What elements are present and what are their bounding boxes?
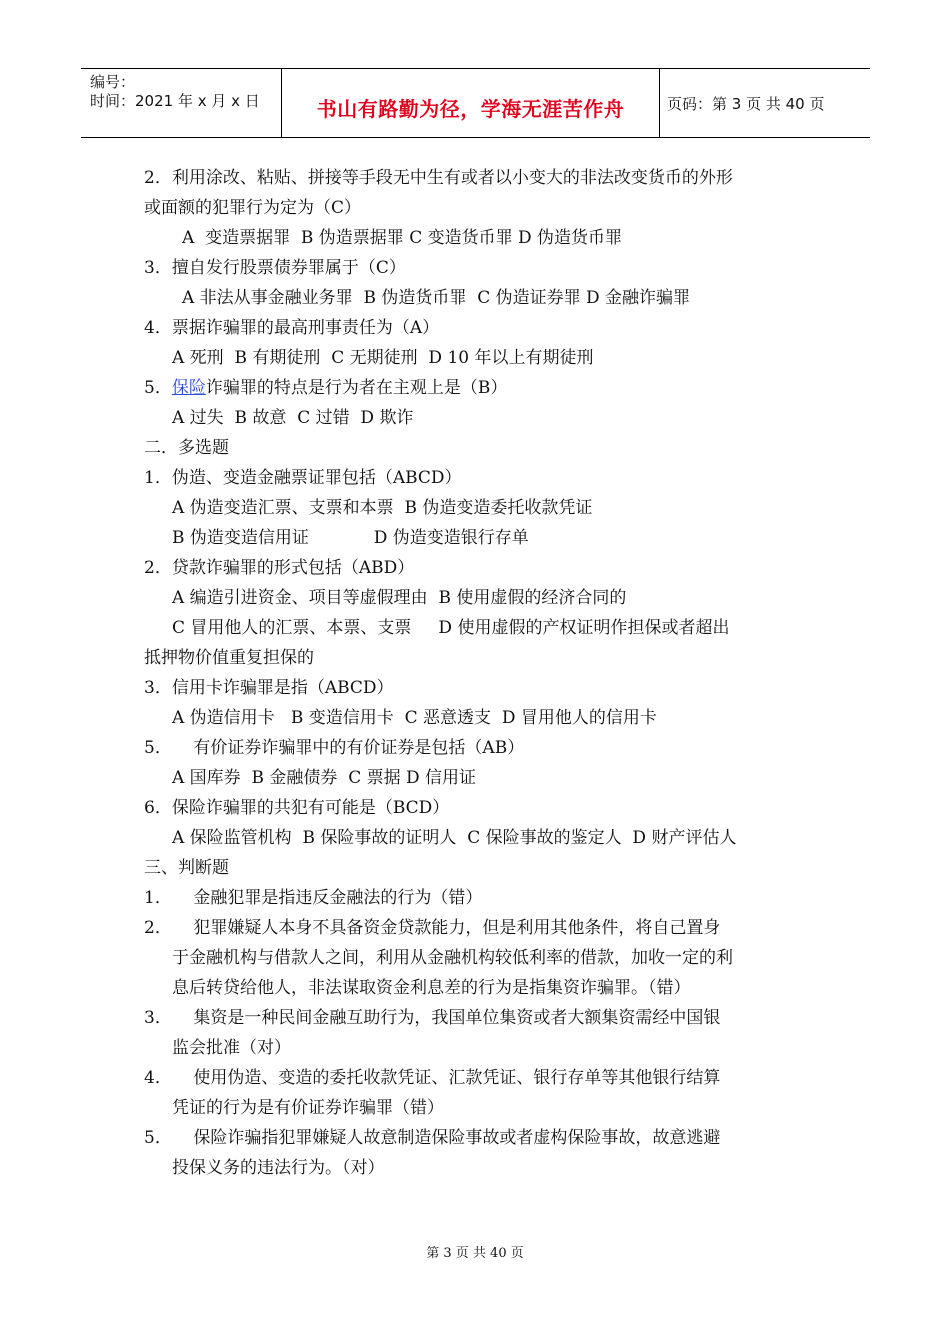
question-text: 诈骗罪的特点是行为者在主观上是（B）: [205, 378, 508, 398]
options-line: A 保险监管机构 B 保险事故的证明人 C 保险事故的鉴定人 D 财产评估人: [172, 828, 737, 848]
header-page-cell: [659, 69, 870, 137]
question-line: 1．伪造、变造金融票证罪包括（ABCD）: [144, 468, 462, 488]
judgment-line: 于金融机构与借款人之间，利用从金融机构较低利率的借款，加收一定的利: [172, 948, 733, 968]
header-motto-cell: [281, 69, 660, 137]
section-heading: 二．多选题: [144, 438, 229, 458]
section-heading: 三、判断题: [144, 858, 229, 878]
document-header: [81, 68, 870, 138]
question-number: 5．: [144, 378, 172, 398]
judgment-line: 投保义务的违法行为。（对）: [172, 1158, 385, 1178]
options-line: A 变造票据罪 B 伪造票据罪 C 变造货币罪 D 伪造货币罪: [182, 228, 623, 248]
options-line: 抵押物价值重复担保的: [144, 648, 314, 668]
page-footer: 第 3 页 共 40 页: [426, 1246, 524, 1261]
options-line: A 伪造变造汇票、支票和本票 B 伪造变造委托收款凭证: [172, 498, 593, 518]
judgment-line: 5． 保险诈骗指犯罪嫌疑人故意制造保险事故或者虚构保险事故，故意逃避: [144, 1128, 721, 1148]
judgment-line: 监会批准（对）: [172, 1038, 291, 1058]
insurance-link[interactable]: 保险: [171, 378, 206, 398]
options-line: A 非法从事金融业务罪 B 伪造货币罪 C 伪造证券罪 D 金融诈骗罪: [182, 288, 691, 308]
question-line: 2．贷款诈骗罪的形式包括（ABD）: [144, 558, 415, 578]
judgment-line: 1． 金融犯罪是指违反金融法的行为（错）: [144, 888, 483, 908]
document-time-label: 时间：2021 年 x 月 x 日: [90, 92, 260, 110]
header-page-info: 页码：第 3 页 共 40 页: [667, 95, 825, 113]
question-line: 3．信用卡诈骗罪是指（ABCD）: [144, 678, 394, 698]
question-line: 2．利用涂改、粘贴、拼接等手段无中生有或者以小变大的非法改变货币的外形: [144, 168, 733, 188]
judgment-line: 4． 使用伪造、变造的委托收款凭证、汇款凭证、银行存单等其他银行结算: [144, 1068, 721, 1088]
question-line: 6．保险诈骗罪的共犯有可能是（BCD）: [144, 798, 450, 818]
judgment-line: 3． 集资是一种民间金融互助行为，我国单位集资或者大额集资需经中国银: [144, 1008, 721, 1028]
question-line: 3．擅自发行股票债券罪属于（C）: [144, 258, 406, 278]
options-line: A 国库券 B 金融债券 C 票据 D 信用证: [172, 768, 477, 788]
options-line: B 伪造变造信用证 D 伪造变造银行存单: [172, 528, 529, 548]
judgment-line: 息后转贷给他人，非法谋取资金利息差的行为是指集资诈骗罪。（错）: [172, 978, 691, 998]
question-line: 4．票据诈骗罪的最高刑事责任为（A）: [144, 318, 440, 338]
header-left-cell: [81, 69, 281, 137]
question-line: [144, 377, 507, 399]
judgment-line: 2． 犯罪嫌疑人本身不具备资金贷款能力，但是利用其他条件，将自己置身: [144, 918, 721, 938]
options-line: A 伪造信用卡 B 变造信用卡 C 恶意透支 D 冒用他人的信用卡: [172, 708, 657, 728]
question-line: 5． 有价证券诈骗罪中的有价证券是包括（AB）: [144, 738, 525, 758]
document-number-label: 编号：: [90, 73, 136, 91]
options-line: A 死刑 B 有期徒刑 C 无期徒刑 D 10 年以上有期徒刑: [172, 348, 594, 368]
options-line: C 冒用他人的汇票、本票、支票 D 使用虚假的产权证明作担保或者超出: [172, 618, 730, 638]
judgment-line: 凭证的行为是有价证券诈骗罪（错）: [172, 1098, 444, 1118]
header-motto: 书山有路勤为径，学海无涯苦作舟: [316, 97, 625, 121]
options-line: A 编造引进资金、项目等虚假理由 B 使用虚假的经济合同的: [172, 588, 627, 608]
question-line: 或面额的犯罪行为定为（C）: [144, 198, 362, 218]
options-line: A 过失 B 故意 C 过错 D 欺诈: [172, 408, 414, 428]
